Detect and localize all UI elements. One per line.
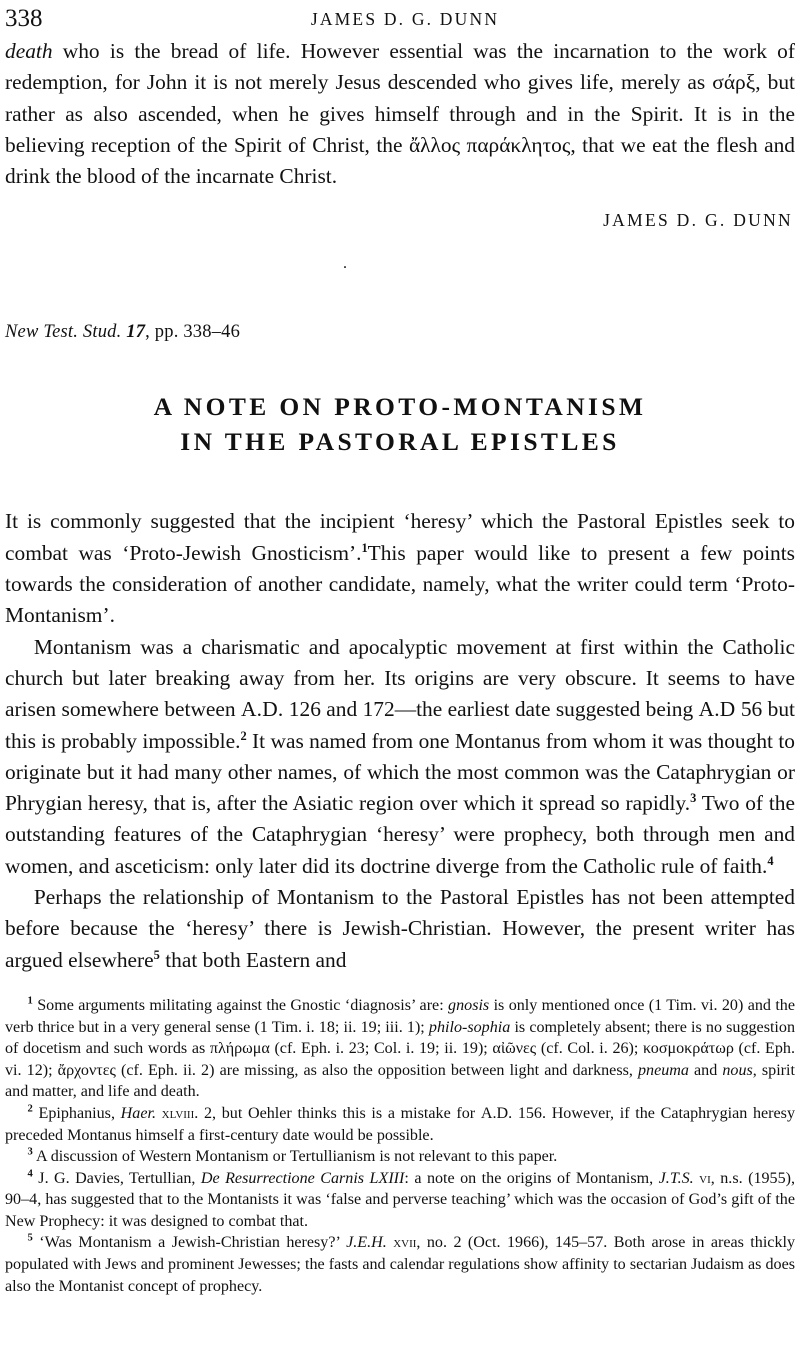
fn2-seg1: Epiphanius, — [32, 1104, 121, 1122]
continued-paragraph — [5, 36, 795, 192]
fn1-seg2: is only mentioned once (1 Tim. vi. 20) and the verb thrice but in a very general sense (1 Tim. i. 18; ii. 19; iii. 1); — [5, 996, 795, 1036]
page-number: 338 — [5, 5, 43, 32]
fn1-seg8: and — [688, 1061, 723, 1079]
fn5-seg1: ‘Was Montanism a Jewish-Christian heresy?’ — [32, 1234, 347, 1252]
para3-text-a: Perhaps the relationship of Montanism to the Pastoral Epistles has not been attempted before because the ‘heresy’ there is Jewish-Christian. However, the present writer has argued elsewhere — [5, 885, 795, 972]
fn1-seg9: , spirit and matter, and life and death. — [5, 1061, 795, 1101]
para2-text-e: Two of the outstanding features of the Cataphrygian ‘heresy’ were prophecy, both through men and women, and asceticism: only later did its doctrine diverge from the Catholic rule of faith. — [5, 791, 795, 878]
fn1-ital4: nous — [722, 1061, 753, 1079]
fn1-seg1: Some arguments militating against the Gnostic ‘diagnosis’ are: — [32, 996, 449, 1014]
fn4-seg2: : a note on the origins of Montanism, — [404, 1169, 659, 1187]
running-head-title: JAMES D. G. DUNN — [310, 9, 500, 29]
era-abbrev-1: A.D. — [241, 697, 284, 722]
fn1-ital1: gnosis — [448, 996, 490, 1014]
journal-name: New Test. Stud. — [5, 322, 122, 343]
footnote-marker-2: 2 — [27, 1103, 33, 1115]
footnote-ref-4[interactable]: 4 — [767, 853, 774, 868]
fn1-seg5: (cf. Col. i. 26); — [536, 1040, 644, 1058]
fn1-seg4: (cf. Eph. i. 23; Col. i. 19; ii. 19); — [269, 1040, 493, 1058]
footnote-ref-3[interactable]: 3 — [690, 791, 697, 806]
article-paragraph-1 — [5, 506, 795, 631]
fn3-seg1: A discussion of Western Montanism or Tertullianism is not relevant to this paper. — [32, 1148, 558, 1166]
ornament-dot: . — [343, 255, 347, 273]
journal-reference-line — [5, 322, 795, 343]
footnote-marker-4: 4 — [27, 1168, 33, 1180]
greek-sarx: σάρξ — [712, 70, 756, 95]
page-content — [5, 4, 795, 1297]
fn4-seg1: J. G. Davies, Tertullian, — [32, 1169, 201, 1187]
footnote-3 — [5, 1146, 795, 1168]
fn1-greek-aiones: αἰῶνες — [492, 1040, 537, 1058]
footnote-ref-2[interactable]: 2 — [240, 728, 247, 743]
continued-text-b: , but rather as also ascended, when he gives himself through and in the Spirit. It is in the believing reception of the Spirit of Christ, the — [5, 70, 796, 157]
article-body — [5, 506, 795, 975]
para1-text-a: It is commonly suggested that the incipient ‘heresy’ which the Pastoral Epistles seek to combat was ‘Proto-Jewish Gnosticism’. — [5, 509, 795, 565]
fn5-sc1: xvii, — [386, 1234, 421, 1252]
fn2-seg3: 156. However, if the Cataphrygian heresy preceded Montanus himself a first-century date would be possible. — [5, 1104, 795, 1144]
fn4-seg3: n.s. (1955), 90–4, has suggested that to the Montanists it was ‘false and perverse teaching’ which was the occasion of God’s gift of the New Prophecy: it was designed to combat that. — [5, 1169, 796, 1230]
article-title-line1: A NOTE ON PROTO-MONTANISM — [153, 392, 647, 422]
fn5-ital1: J.E.H. — [346, 1234, 387, 1252]
fn1-greek-pleroma: πλήρωμα — [209, 1040, 270, 1058]
fn1-ital2: philo-sophia — [428, 1018, 511, 1036]
article-title — [5, 389, 795, 459]
lead-italic-word: death — [5, 39, 53, 63]
footnote-marker-1: 1 — [27, 995, 33, 1007]
fn2-seg2: 2, but Oehler thinks this is a mistake for — [198, 1104, 481, 1122]
para2-text-d: It was named from one Montanus from whom it was thought to originate but it had many other names, of which the most common was the Cataphrygian or Phrygian heresy, that is, after the Asiatic region over which it spread so rapidly. — [5, 728, 795, 816]
fn4-ital1: De Resurrectione Carnis LXIII — [200, 1169, 405, 1187]
footnote-2 — [5, 1103, 795, 1146]
fn1-ital3: pneuma — [637, 1061, 689, 1079]
fn4-sc1: vi, — [693, 1169, 715, 1187]
para1-text-b: This paper would like to present a few points towards the consideration of another candidate, namely, what the writer could term ‘Proto-Montanism’. — [5, 540, 795, 628]
continued-text-a: who is the bread of life. However essential was the incarnation to the work of redemption, for John it is not merely Jesus descended who gives life, merely as — [5, 39, 795, 95]
fn2-sc1: xlviii. — [155, 1104, 199, 1122]
fn5-seg2: no. 2 (Oct. 1966), 145–57. Both arose in areas thickly populated with Jews and prominent Jewesses; the fasts and calendar regulations show affinity to sectarian Judaism as does also the Montanist concept of prophecy. — [5, 1234, 796, 1295]
footnote-marker-3: 3 — [27, 1146, 33, 1158]
article-paragraph-3 — [5, 882, 795, 976]
fn1-seg3: is completely absent; there is no suggestion of docetism and such words as — [5, 1018, 795, 1058]
author-byline: JAMES D. G. DUNN — [603, 210, 793, 231]
fn1-greek-kosmokrator: κοσμοκράτωρ — [643, 1040, 734, 1058]
para2-text-a: Montanism was a charismatic and apocalyptic movement at first within the Catholic church but later breaking away from her. Its origins are very obscure. It seems to have arisen somewhere between — [5, 634, 795, 722]
fn1-greek-archontes: ἄρχοντες — [57, 1061, 116, 1079]
footnote-4 — [5, 1168, 795, 1233]
running-head — [5, 4, 795, 34]
para2-text-c: 56 but this is probably impossible. — [5, 697, 795, 753]
continued-paragraph-block — [5, 36, 795, 192]
footnote-1 — [5, 995, 795, 1103]
fn2-ital1: Haer. — [120, 1104, 156, 1122]
fn4-ital2: J.T.S. — [658, 1169, 694, 1187]
fn1-seg6: (cf. Eph. vi. 12); — [5, 1040, 795, 1079]
footnotes-section — [5, 995, 795, 1297]
journal-pages: , pp. 338–46 — [145, 322, 241, 343]
footnote-ref-5[interactable]: 5 — [153, 947, 160, 962]
era-abbrev-2: A.D — [698, 697, 736, 722]
fn2-era-abbrev: A.D. — [480, 1104, 513, 1122]
article-title-line2: IN THE PASTORAL EPISTLES — [180, 427, 620, 457]
footnote-5 — [5, 1232, 795, 1297]
journal-volume: 17 — [126, 322, 146, 343]
continued-text-c: , that we eat the flesh and drink the blood of the incarnate Christ. — [5, 132, 795, 189]
footnote-marker-5: 5 — [27, 1233, 33, 1245]
fn1-seg7: (cf. Eph. ii. 2) are missing, as also the opposition between light and darkness, — [115, 1061, 638, 1079]
article-paragraph-2 — [5, 632, 795, 882]
greek-allos-parakletos: ἄλλος παράκλητος — [408, 132, 571, 157]
footnote-ref-1[interactable]: 1 — [361, 540, 368, 555]
para2-text-b: 126 and 172—the earliest date suggested being — [283, 697, 699, 722]
para3-text-b: that both Eastern and — [159, 947, 347, 972]
